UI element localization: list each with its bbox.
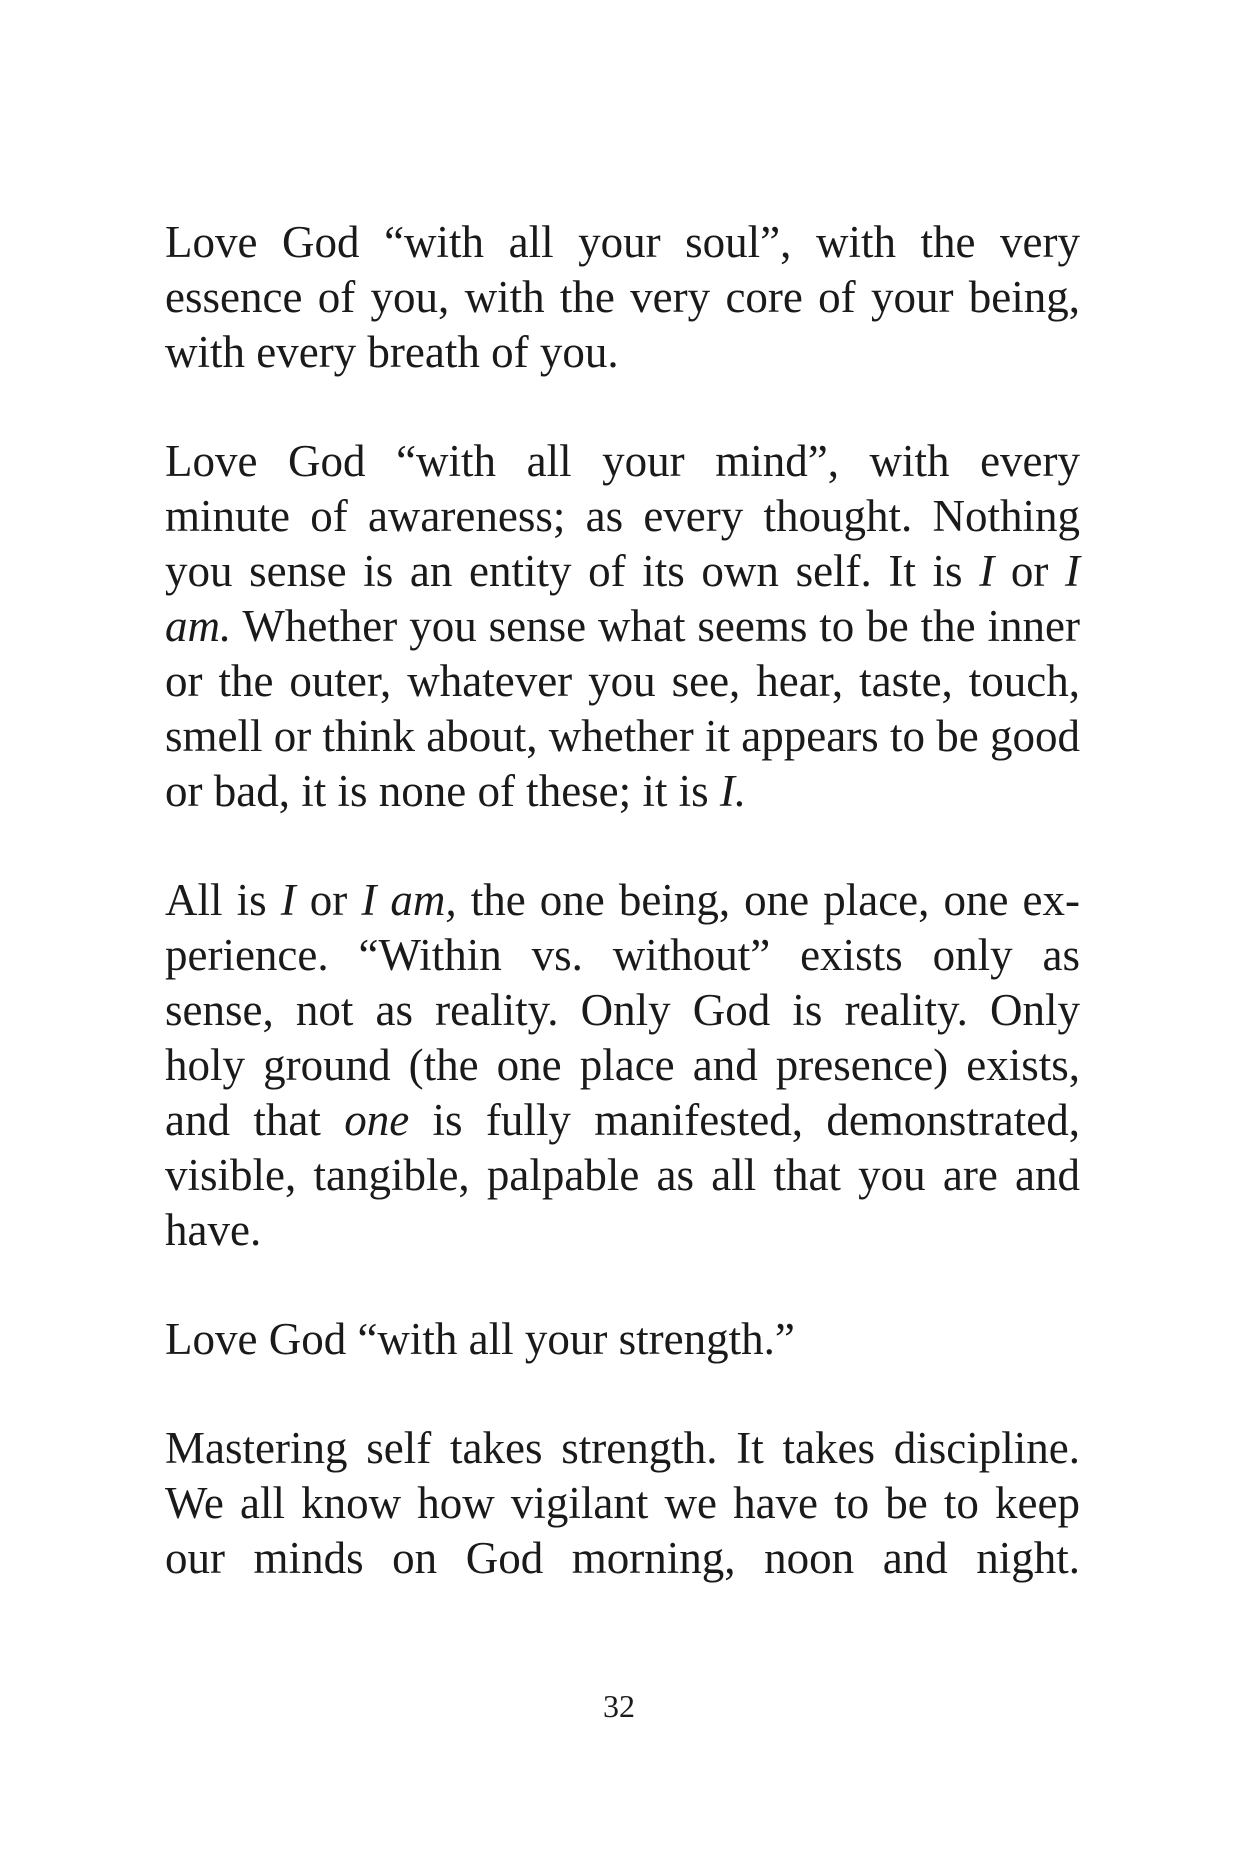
italic-text: I (280, 875, 296, 925)
paragraph-text: Whether you sense what seems to be the inner or the outer, whatever you see, hear, taste, touch, smell or think about, whether it appears to be good or bad, it is none of these; it is (165, 601, 1080, 816)
paragraph-strength (165, 1312, 1080, 1367)
paragraph-text: Love God “with all your strength.” (165, 1314, 795, 1364)
paragraph-text: or (295, 875, 362, 925)
paragraph-text: Mastering self takes strength. It takes discipline. We all know how vigilant we have to be to keep our minds on God morning, noon and night. (165, 1423, 1080, 1583)
page-body (165, 215, 1080, 1586)
italic-text: I (979, 546, 995, 596)
paragraph-text: or (994, 546, 1065, 596)
italic-text: I am, (361, 875, 457, 925)
paragraph-all-is-i (165, 873, 1080, 1258)
italic-text: one (344, 1095, 410, 1145)
italic-text: I am. (165, 546, 1080, 651)
paragraph-mind (165, 434, 1080, 819)
paragraph-text: the one being, one place, one experience. “Within vs. without” exists only as sense, not as reality. Only God is reality. Only holy ground (the one place and presence) exists, and that (165, 875, 1081, 1145)
italic-text: I. (719, 766, 747, 816)
page-number: 32 (603, 1688, 635, 1724)
paragraph-text: Love God “with all your soul”, with the very essence of you, with the very core of your being, with every breath of you. (165, 217, 1080, 377)
paragraph-text: All is (165, 875, 281, 925)
paragraph-text: is fully manifested, demonstrated, visible, tangible, palpable as all that you are and have. (165, 1095, 1080, 1255)
paragraph-text: Love God “with all your mind”, with every minute of awareness; as every thought. Nothing you sense is an entity of its own self. It is (165, 436, 1080, 596)
paragraph-soul (165, 215, 1080, 380)
paragraph-mastering-self (165, 1421, 1080, 1586)
